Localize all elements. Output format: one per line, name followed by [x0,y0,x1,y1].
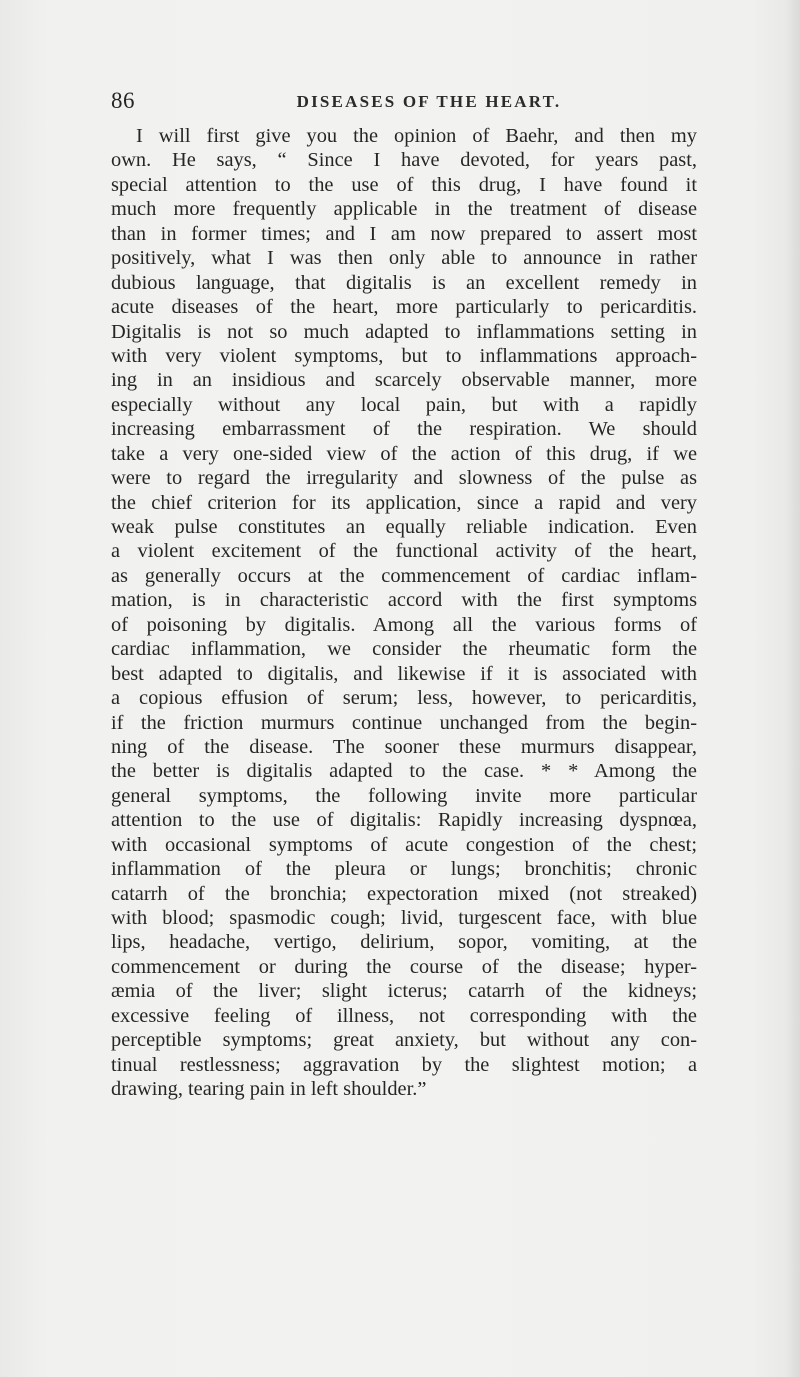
text-line: if the friction murmurs continue unchanged from the begin- [111,711,697,734]
text-line: perceptible symptoms; great anxiety, but without any con- [111,1029,697,1052]
text-line: Digitalis is not so much adapted to inflammations setting in [111,320,697,343]
text-line: æmia of the liver; slight icterus; catarrh of the kidneys; [111,980,697,1003]
page-header [111,87,697,115]
text-line: the better is digitalis adapted to the case. * * Among the [111,760,697,783]
text-line: excessive feeling of illness, not corresponding with the [111,1004,697,1027]
text-line: a violent excitement of the functional activity of the heart, [111,540,697,563]
text-line: own. He says, “ Since I have devoted, for years past, [111,149,697,172]
page-edge-shadow [786,0,800,1377]
text-line: with occasional symptoms of acute congestion of the chest; [111,833,697,856]
text-line: weak pulse constitutes an equally reliable indication. Even [111,516,697,538]
text-line: mation, is in characteristic accord with the first symptoms [111,589,697,612]
text-line: lips, headache, vertigo, delirium, sopor, vomiting, at the [111,931,697,954]
text-line: of poisoning by digitalis. Among all the various forms of [111,613,697,636]
text-line: commencement or during the course of the disease; hyper- [111,955,697,978]
text-line: dubious language, that digitalis is an excellent remedy in [111,271,697,294]
text-line: I will first give you the opinion of Baehr, and then my [136,125,697,147]
page-number: 86 [111,88,135,113]
text-line: ing in an insidious and scarcely observable manner, more [111,369,697,392]
text-line: drawing, tearing pain in left shoulder.” [111,1078,427,1101]
text-line: inflammation of the pleura or lungs; bronchitis; chronic [111,858,697,881]
text-line: ning of the disease. The sooner these murmurs disappear, [111,735,697,758]
text-line: increasing embarrassment of the respiration. We should [111,418,697,441]
text-line: as generally occurs at the commencement of cardiac inflam- [111,564,697,587]
text-line: special attention to the use of this drug, I have found it [111,173,697,196]
text-line: attention to the use of digitalis: Rapidly increasing dyspnœa, [111,809,697,832]
body-paragraph [111,124,697,1102]
text-line: the chief criterion for its application, since a rapid and very [111,491,697,514]
text-line: positively, what I was then only able to announce in rather [111,247,697,270]
text-line: were to regard the irregularity and slowness of the pulse as [111,467,697,490]
text-line: catarrh of the bronchia; expectoration mixed (not streaked) [111,882,697,905]
text-line: much more frequently applicable in the treatment of disease [111,198,697,221]
text-line: than in former times; and I am now prepared to assert most [111,222,697,245]
text-line: especially without any local pain, but with a rapidly [111,393,697,416]
text-line: best adapted to digitalis, and likewise if it is associated with [111,662,697,685]
text-line: tinual restlessness; aggravation by the slightest motion; a [111,1053,697,1076]
text-line: cardiac inflammation, we consider the rheumatic form the [111,638,697,661]
text-line: with very violent symptoms, but to inflammations approach- [111,344,697,367]
text-line: acute diseases of the heart, more particularly to pericarditis. [111,296,697,319]
text-line: a copious effusion of serum; less, however, to pericarditis, [111,687,697,710]
text-line: take a very one-sided view of the action of this drug, if we [111,442,697,465]
running-head: DISEASES OF THE HEART. [296,92,562,111]
text-line: general symptoms, the following invite more particular [111,784,697,807]
text-line: with blood; spasmodic cough; livid, turgescent face, with blue [111,907,697,929]
